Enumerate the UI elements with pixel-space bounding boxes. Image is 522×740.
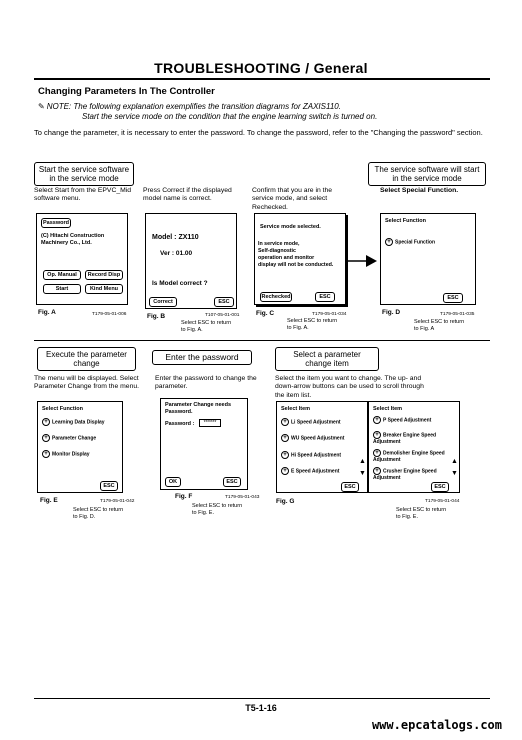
plus-icon: +: [373, 431, 381, 439]
fig-f-label: Fig. F: [175, 493, 193, 500]
fig-g-left-screen: [276, 401, 368, 493]
parameter-change-item[interactable]: + Parameter Change: [42, 434, 96, 442]
plus-icon: +: [42, 450, 50, 458]
ok-button[interactable]: OK: [165, 477, 181, 487]
service-mode-text: Service mode selected.: [260, 224, 321, 230]
fig-d-note: Select ESC to return to Fig. A: [414, 319, 465, 332]
note: [38, 102, 488, 122]
plus-icon: +: [281, 467, 289, 475]
fig-g-label: Fig. G: [276, 498, 295, 505]
desc-c: Confirm that you are in the service mode, and select Rechecked.: [252, 187, 333, 211]
plus-icon: +: [373, 467, 381, 475]
fig-f-code: T179-05-01-043: [225, 495, 260, 500]
desc-e: The menu will be displayed. Select Parameter Change from the menu.: [34, 375, 140, 391]
select-item-title: Select Item: [281, 406, 311, 412]
fig-d-screen: [380, 213, 476, 305]
esc-button[interactable]: ESC: [100, 481, 118, 491]
pencil-icon: ✎: [38, 102, 45, 111]
kind-menu-button[interactable]: Kind Menu: [85, 284, 123, 294]
desc-b: Press Correct if the displayed model name is correct.: [143, 187, 232, 203]
fig-d-code: T179-05-01-035: [440, 312, 475, 317]
start-button[interactable]: Start: [43, 284, 81, 294]
page-number: T5-1-16: [245, 703, 277, 713]
fig-e-screen: [37, 401, 123, 493]
footer-rule: [34, 698, 490, 699]
section-divider: [34, 340, 490, 341]
plus-icon: +: [281, 418, 289, 426]
note-label: NOTE:: [46, 102, 72, 111]
step-enter-password: Enter the password: [152, 350, 252, 365]
model-text: Model : ZX110: [152, 234, 199, 241]
fig-a-screen: [36, 213, 128, 305]
select-function-title: Select Function: [385, 218, 426, 224]
desc-a: Select Start from the EPVC_Mid software menu.: [34, 187, 132, 203]
ver-text: Ver : 01.00: [160, 250, 193, 257]
intro-text: To change the parameter, it is necessary to enter the password. To change the password, refer to the "Changing the password" section.: [34, 128, 483, 137]
arrow-down-icon[interactable]: ▼: [359, 470, 366, 477]
list-item[interactable]: + Crusher Engine Speed Adjustment: [373, 468, 437, 481]
fig-g-right-screen: [368, 401, 460, 493]
plus-icon: +: [42, 418, 50, 426]
fig-a-label: Fig. A: [38, 309, 56, 316]
arrow-right-icon: [348, 254, 378, 268]
password-button[interactable]: Password: [41, 218, 71, 228]
esc-button[interactable]: ESC: [214, 297, 234, 307]
watermark: www.epcatalogs.com: [371, 718, 502, 732]
plus-icon: +: [385, 238, 393, 246]
fig-c-screen: [254, 213, 346, 305]
company-text: (C) Hitachi Construction Machinery Co., Ltd.: [41, 233, 105, 246]
plus-icon: +: [42, 434, 50, 442]
record-disp-button[interactable]: Record Disp: [85, 270, 123, 280]
esc-button[interactable]: ESC: [431, 482, 449, 492]
learning-data-item[interactable]: + Learning Data Display: [42, 418, 105, 426]
fig-g-note: Select ESC to return to Fig. E.: [396, 507, 447, 520]
special-function-item[interactable]: + Special Function: [385, 238, 435, 246]
select-item-title: Select Item: [373, 406, 403, 412]
plus-icon: +: [373, 449, 381, 457]
plus-icon: +: [281, 434, 289, 442]
fig-g-code: T179-05-01-044: [425, 499, 460, 504]
page-title: TROUBLESHOOTING / General: [154, 60, 368, 76]
arrow-down-icon[interactable]: ▼: [451, 470, 458, 477]
fig-c-note: Select ESC to return to Fig. A.: [287, 318, 338, 331]
fig-b-code: T107-05-01-001: [205, 313, 240, 318]
list-item[interactable]: + Breaker Engine Speed Adjustment: [373, 432, 437, 445]
correct-button[interactable]: Correct: [149, 297, 177, 307]
header-rule: [34, 78, 490, 80]
desc-d: Select Special Function.: [380, 187, 459, 194]
list-item[interactable]: + Hi Speed Adjustment: [281, 451, 341, 459]
fig-e-note: Select ESC to return to Fig. D.: [73, 507, 124, 520]
fig-e-label: Fig. E: [40, 497, 58, 504]
fig-f-screen: [160, 398, 248, 490]
fig-d-label: Fig. D: [382, 309, 401, 316]
password-field[interactable]: ******: [199, 419, 221, 427]
fig-c-code: T179-05-01-034: [312, 312, 347, 317]
esc-button[interactable]: ESC: [341, 482, 359, 492]
arrow-up-icon[interactable]: ▲: [451, 458, 458, 465]
fig-b-screen: [145, 213, 237, 309]
fig-e-code: T179-05-01-042: [100, 499, 135, 504]
step-service-started: The service software will start in the service mode: [368, 162, 486, 186]
list-item[interactable]: + P Speed Adjustment: [373, 416, 445, 424]
service-mode-info: In service mode, Self-diagnostic operation and monitor display will not be conducted.: [258, 241, 334, 268]
password-label: Password :: [165, 421, 195, 427]
section-title: Changing Parameters In The Controller: [38, 86, 215, 97]
fig-b-label: Fig. B: [147, 313, 166, 320]
note-line2: Start the service mode on the condition that the engine learning switch is turned on.: [82, 112, 378, 121]
list-item[interactable]: + Li Speed Adjustment: [281, 418, 341, 426]
list-item[interactable]: + WU Speed Adjustment: [281, 434, 344, 442]
fig-c-label: Fig. C: [256, 310, 275, 317]
select-function-title: Select Function: [42, 406, 83, 412]
fig-f-note: Select ESC to return to Fig. E.: [192, 503, 243, 516]
plus-icon: +: [373, 416, 381, 424]
step-start-service: Start the service software in the service mode: [34, 162, 134, 186]
step-execute-change: Execute the parameter change: [37, 347, 136, 371]
esc-button[interactable]: ESC: [315, 292, 335, 302]
fig-b-note: Select ESC to return to Fig. A.: [181, 320, 232, 333]
password-prompt: Parameter Change needs Password.: [165, 402, 232, 415]
model-question: Is Model correct ?: [152, 280, 208, 287]
esc-button[interactable]: ESC: [443, 293, 463, 303]
list-item[interactable]: + E Speed Adjustment: [281, 467, 339, 475]
desc-g: Select the item you want to change. The up- and down-arrow buttons can be used to scroll through the item list.: [275, 375, 424, 399]
plus-icon: +: [281, 451, 289, 459]
list-item[interactable]: + Demolisher Engine Speed Adjustment: [373, 450, 445, 463]
monitor-display-item[interactable]: + Monitor Display: [42, 450, 90, 458]
esc-button[interactable]: ESC: [223, 477, 241, 487]
arrow-up-icon[interactable]: ▲: [359, 458, 366, 465]
step-select-item: Select a parameter change item: [275, 347, 379, 371]
fig-a-code: T179-05-01-006: [92, 312, 127, 317]
note-line1: The following explanation exemplifies the transition diagrams for ZAXIS110.: [73, 102, 341, 111]
rechecked-button[interactable]: Rechecked: [261, 294, 291, 300]
op-manual-button[interactable]: Op. Manual: [43, 270, 81, 280]
desc-f: Enter the password to change the parameter.: [155, 375, 257, 391]
